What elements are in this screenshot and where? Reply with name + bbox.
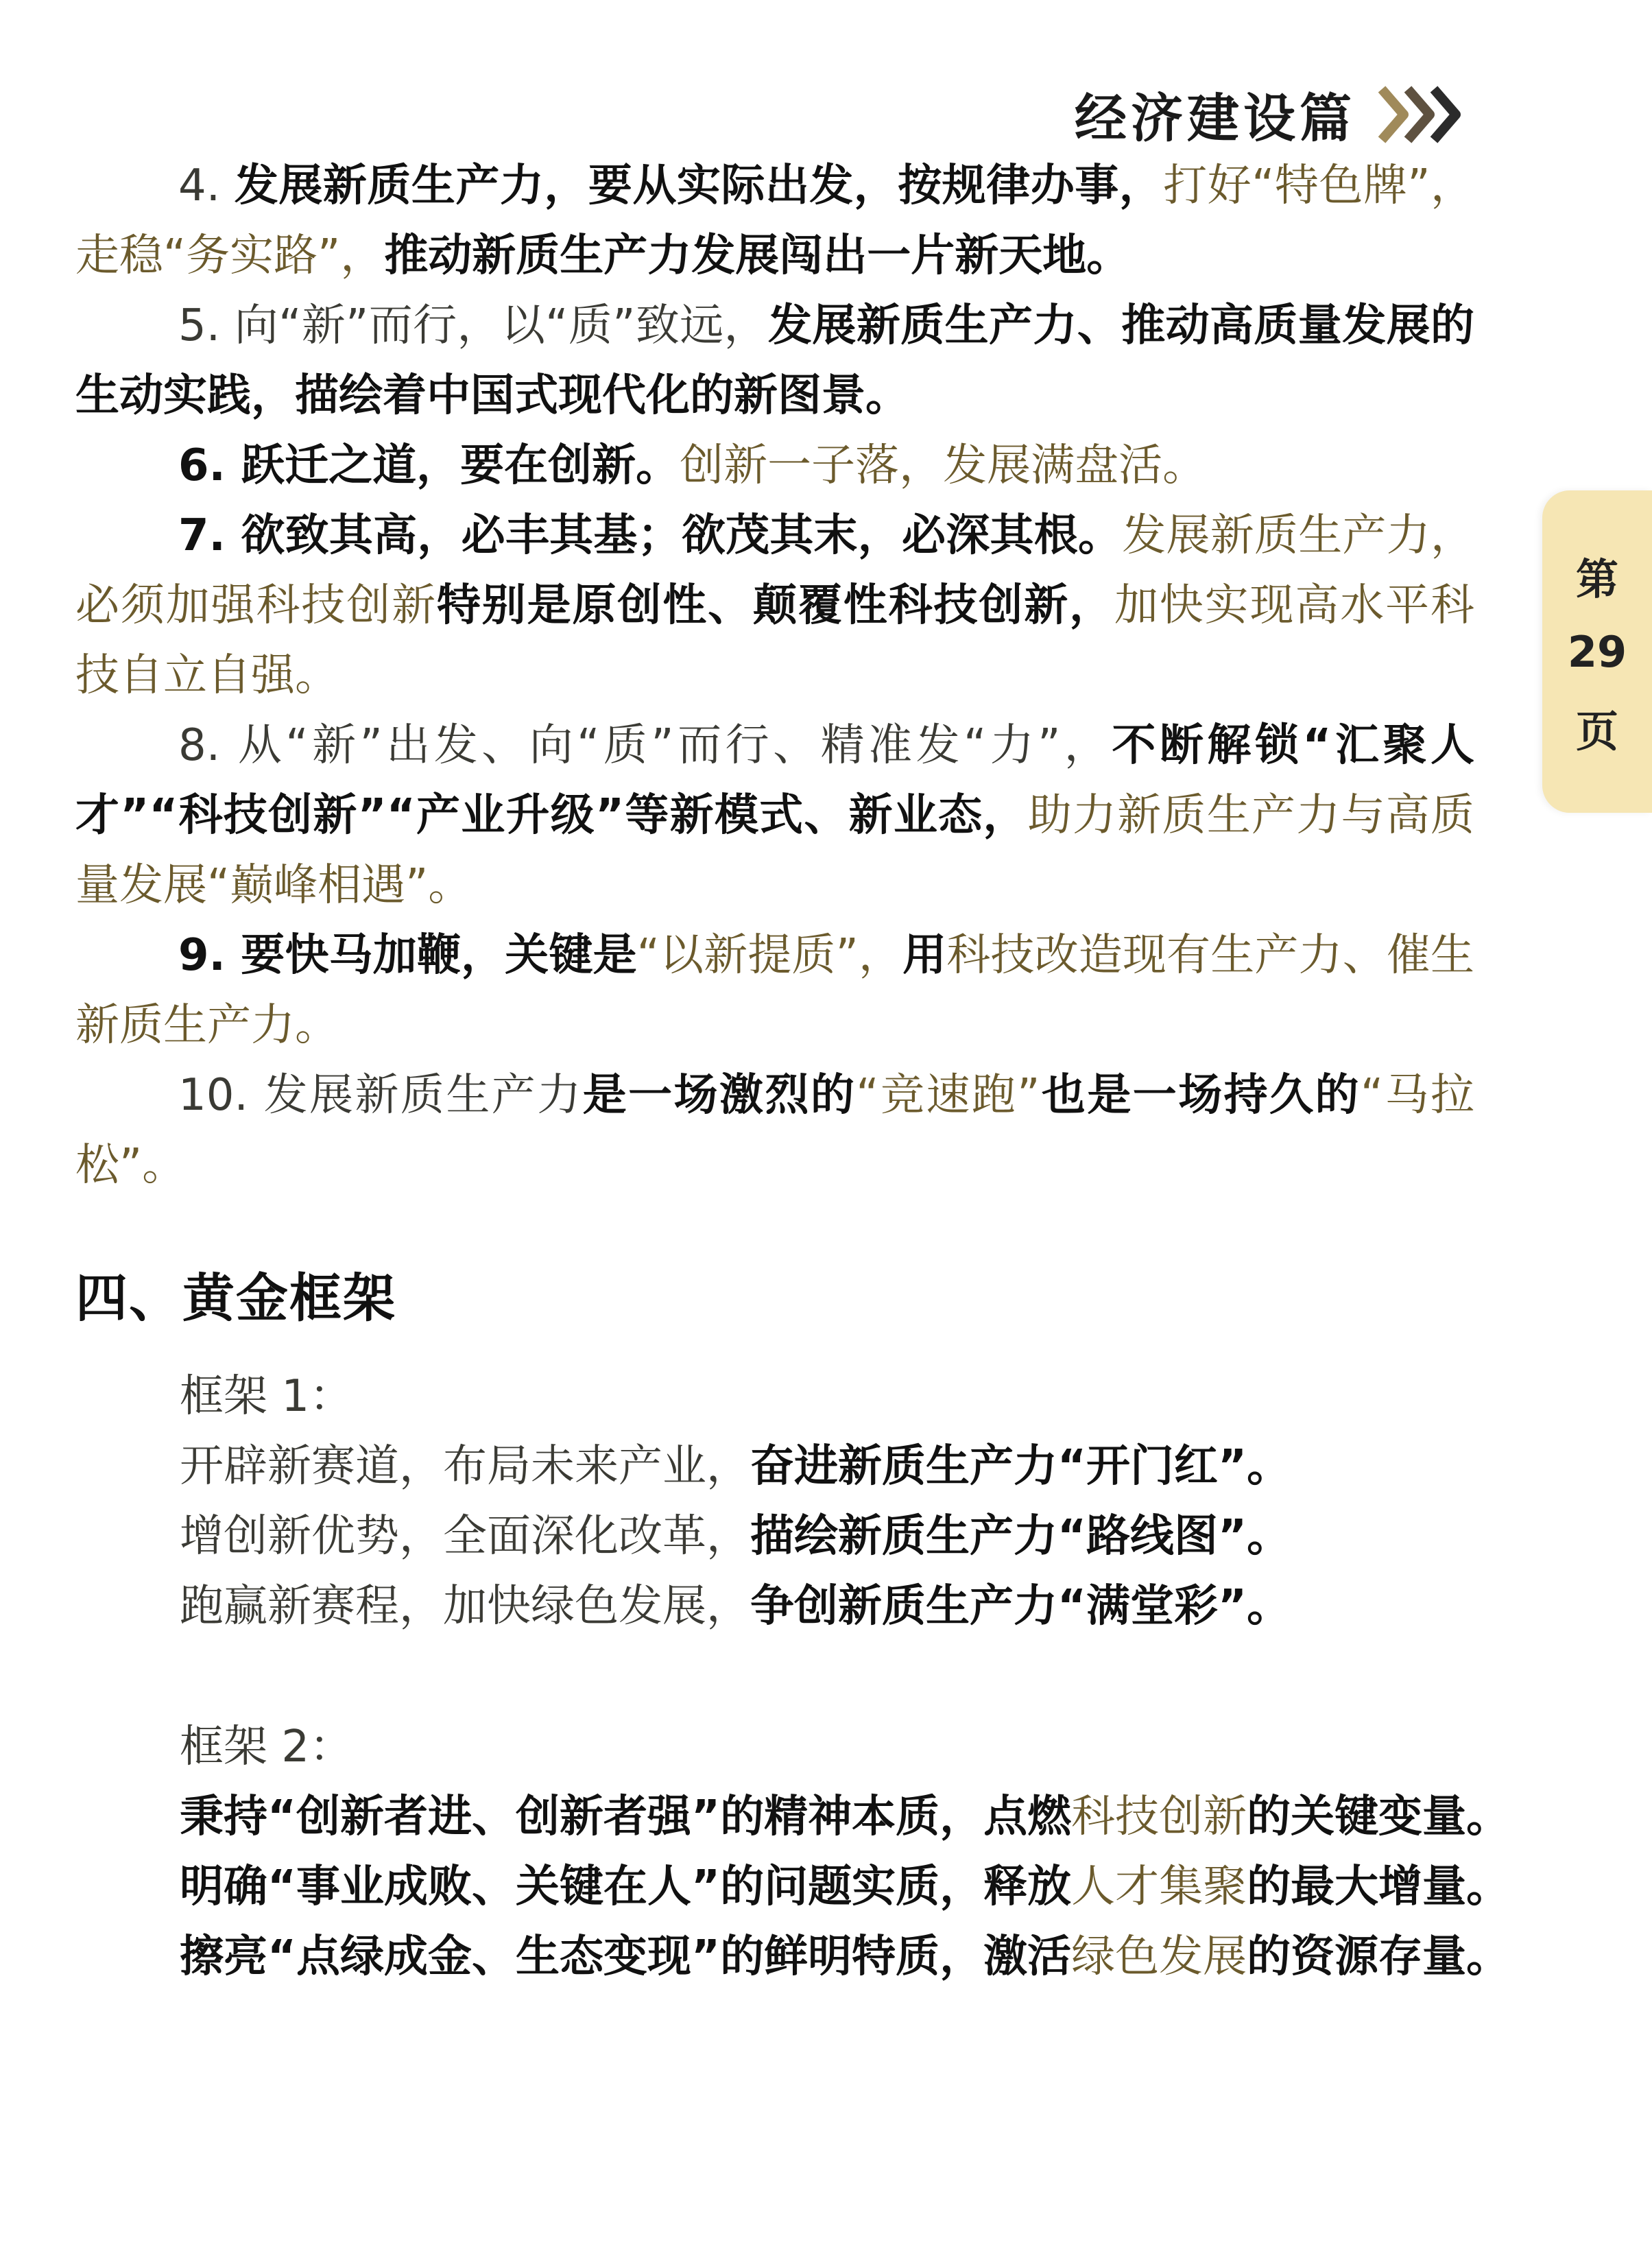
- text-run: 科技创新: [1071, 1792, 1247, 1842]
- text-run: “马拉松”。: [75, 1070, 1475, 1191]
- text-run: 的关键变量。: [1247, 1792, 1511, 1842]
- text-run: 的最大增量。: [1247, 1862, 1511, 1912]
- frame-1-line: [180, 1501, 1483, 1571]
- page-number-tab: [1542, 490, 1652, 813]
- text-run: 发展新质生产力，必须加强科技创新: [75, 510, 1474, 631]
- text-run: “竞速跑”: [856, 1070, 1040, 1121]
- list-item-5: [75, 291, 1474, 431]
- text-run: 10. 发展新质生产力: [178, 1070, 583, 1121]
- text-run: “以新提质”，: [636, 930, 903, 981]
- chapter-title: 经济建设篇: [1075, 88, 1356, 149]
- text-run: 5. 向“新”而行，以“质”致远，: [178, 300, 769, 351]
- frame-1-line: [180, 1431, 1483, 1501]
- text-run: 人才集聚: [1071, 1862, 1247, 1912]
- text-run: 奋进新质生产力“开门红”。: [750, 1441, 1291, 1492]
- list-item-7: [75, 501, 1474, 711]
- text-run: 擦亮“点绿成金、生态变现”的鲜明特质，激活: [180, 1931, 1072, 1982]
- text-run: 发展新质生产力，要从实际出发，按规律办事，: [234, 160, 1164, 211]
- page-tab-prefix: 第: [1575, 554, 1618, 604]
- text-run: 不断解锁“汇聚人才”“科技创新”“产业升级”等新模式、新业态，: [75, 720, 1475, 841]
- text-run: 6. 跃迁之道，要在创新。: [178, 440, 680, 491]
- text-run: 科技改造现有生产力、催生新质生产力。: [75, 930, 1475, 1051]
- text-run: 加快实现高水平科技自立自强。: [75, 580, 1475, 701]
- list-item-9: [75, 920, 1474, 1060]
- frame-2: [180, 1712, 1511, 1992]
- text-run: 增创新优势，全面深化改革，: [180, 1511, 750, 1562]
- text-run: 发展新质生产力、推动高质量发展的生动实践，描绘着中国式现代化的新图景。: [75, 300, 1474, 421]
- text-run: 也是一场持久的: [1040, 1070, 1361, 1121]
- list-item-4: [75, 151, 1474, 291]
- frame-2-line: [180, 1922, 1511, 1992]
- text-run: 创新一子落，发展满盘活。: [680, 440, 1207, 491]
- text-run: 争创新质生产力“满堂彩”。: [750, 1581, 1291, 1632]
- text-run: 秉持“创新者进、创新者强”的精神本质，点燃: [180, 1792, 1072, 1842]
- page-tab-suffix: 页: [1575, 706, 1618, 757]
- frame-1-title: 框架 1：: [180, 1371, 354, 1422]
- text-run: 是一场激烈的: [582, 1070, 857, 1121]
- text-run: 明确“事业成败、关键在人”的问题实质，释放: [180, 1862, 1072, 1912]
- text-run: 助力新质生产力与高质量发展“巅峰相遇”。: [75, 790, 1475, 911]
- frame-1-line: [180, 1571, 1483, 1641]
- text-run: 7. 欲致其高，必丰其基；欲茂其末，必深其根。: [178, 510, 1123, 561]
- frame-1: [180, 1362, 1483, 1641]
- text-run: 用: [902, 930, 947, 981]
- triple-chevron-icon: [1376, 84, 1465, 145]
- text-run: 9. 要快马加鞭，关键是: [178, 930, 637, 981]
- frame-2-line: [180, 1782, 1511, 1852]
- page-header: [1075, 77, 1465, 152]
- text-run: 4.: [178, 160, 235, 211]
- list-item-10: [75, 1060, 1474, 1200]
- numbered-list: [75, 151, 1474, 1200]
- text-run: 绿色发展: [1071, 1931, 1247, 1982]
- text-run: 特别是原创性、颠覆性科技创新，: [436, 580, 1114, 631]
- text-run: 描绘新质生产力“路线图”。: [750, 1511, 1291, 1562]
- text-run: 打好“特色牌”，走稳“务实路”，: [75, 160, 1475, 281]
- list-item-6: [75, 431, 1474, 501]
- text-run: 8. 从“新”出发、向“质”而行、精准发“力”，: [178, 720, 1112, 771]
- list-item-8: [75, 711, 1474, 920]
- frame-2-line: [180, 1852, 1511, 1922]
- text-run: 开辟新赛道，布局未来产业，: [180, 1441, 750, 1492]
- section-heading: 四、黄金框架: [75, 1268, 396, 1329]
- text-run: 跑赢新赛程，加快绿色发展，: [180, 1581, 750, 1632]
- page-number: 29: [1567, 626, 1627, 677]
- frame-2-title: 框架 2：: [180, 1722, 354, 1772]
- text-run: 的资源存量。: [1247, 1931, 1511, 1982]
- text-run: 推动新质生产力发展闯出一片新天地。: [384, 230, 1131, 281]
